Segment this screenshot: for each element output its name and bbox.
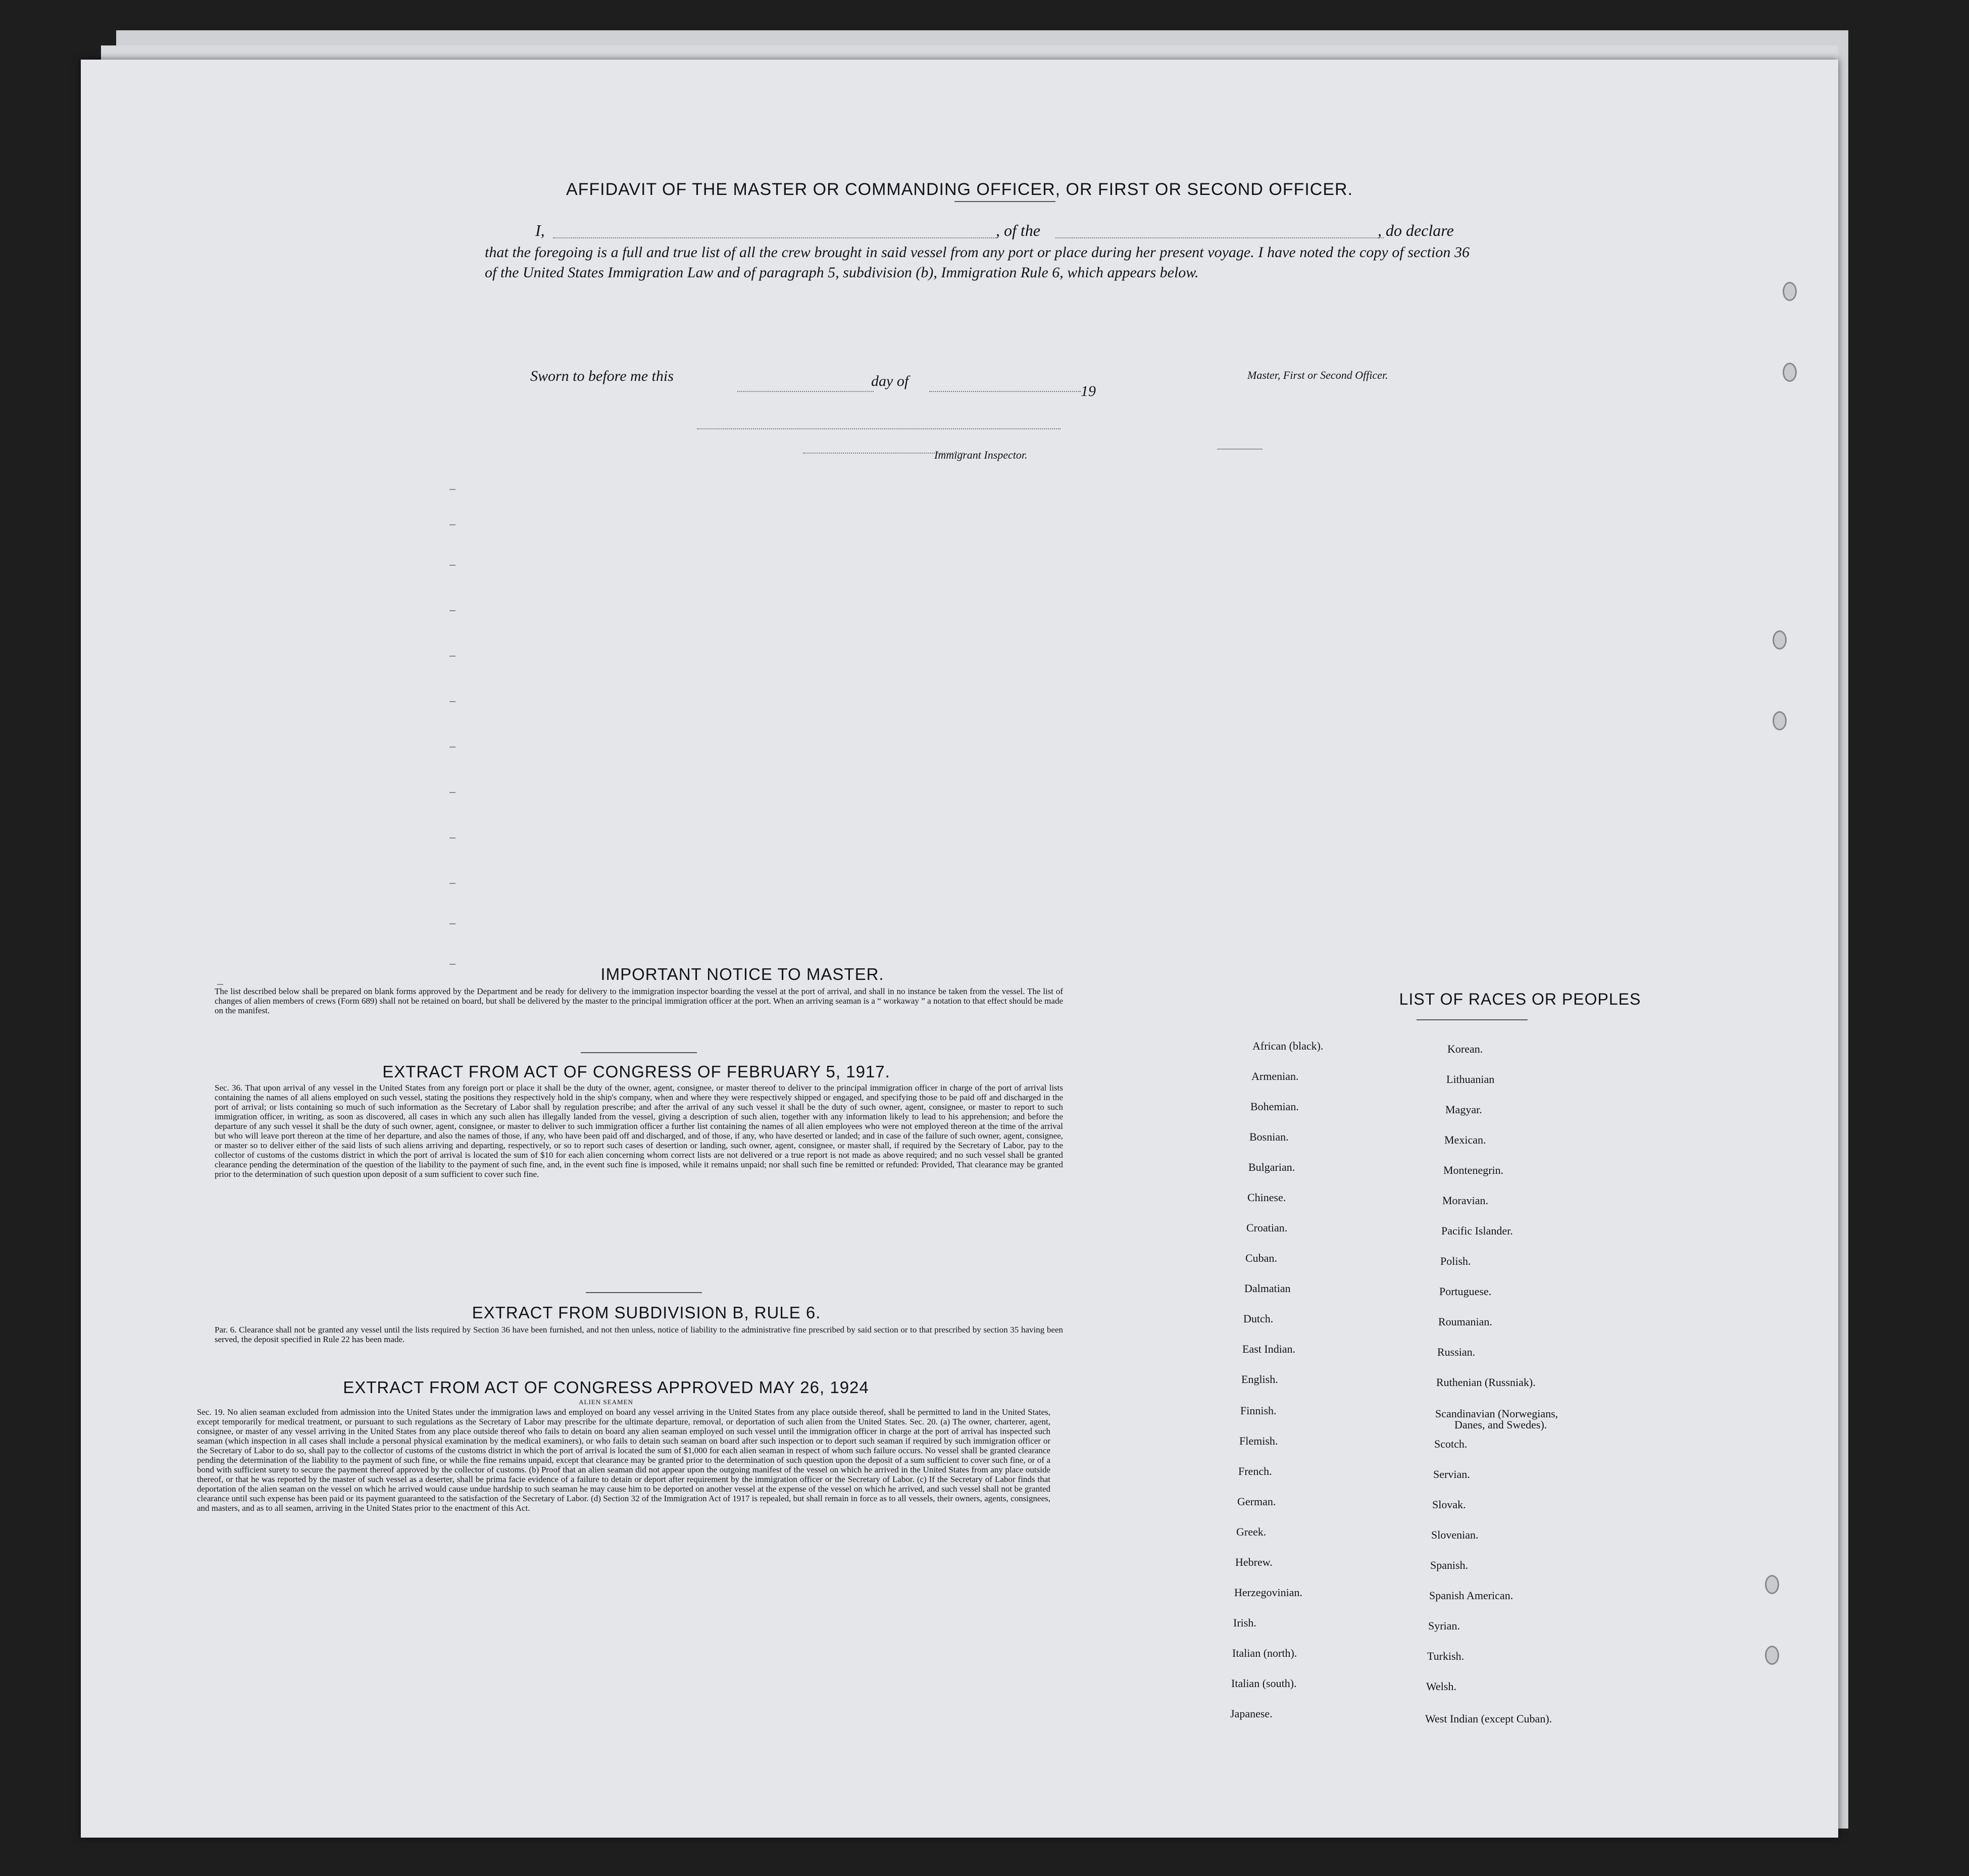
race-item: Croatian. <box>1246 1221 1288 1234</box>
form-page <box>81 60 1838 1838</box>
races-title: LIST OF RACES OR PEOPLES <box>1399 990 1641 1008</box>
extract-1924-body: Sec. 19. No alien seaman excluded from admission into the United States under the immigration laws and employed on board any vessel arriving in the United States from any place outside thereof, shall be permitted to land in the United States, except temporarily for medical treatment, or pursuant to such regulations as the Secretary of Labor may prescribe for the ultimate departure, removal, or deportation of such alien from the United States. Sec. 20. (a) The owner, charterer, agent, consignee, or master of any vessel arriving in the United States from any place outside thereof who fails to detain on board any alien seaman employed on such vessel until the immigration officer in charge at the port of arrival has inspected such seaman (which inspection in all cases shall include a personal physical examination by the medical examiners), or who fails to detain such seaman on board after such inspection or to deport such seaman if required by such immigration officer or the Secretary of Labor to do so, shall pay to the collector of customs of the customs district in which the port of arrival is located the sum of $1,000 for each alien seaman in respect of whom such failure occurs. No vessel shall be granted clearance pending the determination of the liability to the payment of such fine, or while the fine remains unpaid, except that clearance may be granted prior to the determination of such question upon the deposit of a sum sufficient to cover such fine, or of a bond with sufficient surety to secure the payment thereof approved by the collector of customs. (b) Proof that an alien seaman did not appear upon the outgoing manifest of the vessel on which he arrived in the United States from any place outside thereof, or that he was reported by the master of such vessel as a deserter, shall be prima facie evidence of a failure to detain or deport after requirement by the immigration officer or the Secretary of Labor. (c) If the Secretary of Labor finds that deportation of the alien seaman on the vessel on which he arrived would cause undue hardship to such seaman he may cause him to be deported on another vessel at the expense of the vessel on which he arrived, and such vessel shall not be granted clearance until such expense has been paid or its payment guaranteed to the satisfaction of the Secretary of Labor. (d) Section 32 of the Immigration Act of 1917 is repealed, but shall remain in force as to all vessels, their owners, agents, consignees, and masters, and as to all seamen, arriving in the United States prior to the enactment of this Act. <box>197 1407 1050 1513</box>
vessel-blank[interactable] <box>1055 237 1384 238</box>
race-item: Dutch. <box>1243 1312 1274 1325</box>
margin-tick <box>449 701 456 702</box>
divider <box>581 1052 697 1053</box>
race-item: Welsh. <box>1426 1680 1456 1693</box>
race-item: Mexican. <box>1444 1133 1486 1146</box>
race-item: Korean. <box>1447 1043 1483 1055</box>
binder-hole <box>1765 1575 1779 1594</box>
race-item: West Indian (except Cuban). <box>1425 1712 1552 1725</box>
margin-tick <box>449 524 456 525</box>
binder-hole <box>1773 630 1787 650</box>
margin-tick <box>449 610 456 611</box>
race-item: Magyar. <box>1445 1103 1482 1116</box>
margin-tick <box>449 883 456 884</box>
title-underline <box>954 201 1055 202</box>
race-item: Syrian. <box>1428 1619 1460 1632</box>
extract-1924-title: EXTRACT FROM ACT OF CONGRESS APPROVED MAY 26, 1924 <box>343 1378 869 1397</box>
race-item: Ruthenian (Russniak). <box>1436 1376 1536 1389</box>
race-item: Finnish. <box>1240 1404 1277 1417</box>
inspector-label: Immigrant Inspector. <box>934 449 1028 461</box>
race-item: Bulgarian. <box>1248 1161 1295 1173</box>
affidavit-statement: that the foregoing is a full and true list of all the crew brought in said vessel from any port or place during her present voyage. I have noted the copy of section 36 of the United States Immigration Law and of paragraph 5, subdivision (b), Immigration Rule 6, which appears below. <box>485 244 1470 281</box>
margin-tick <box>449 837 456 838</box>
race-item: German. <box>1237 1495 1276 1508</box>
subdivision-b-body: Par. 6. Clearance shall not be granted any vessel until the lists required by Section 36 have been furnished, and not then unless, notice of liability to the administrative fine prescribed by said section or to that prescribed by section 35 having been served, the deposit specified in Rule 22 has been made. <box>215 1325 1063 1344</box>
races-underline <box>1417 1019 1528 1020</box>
day-blank[interactable] <box>737 391 874 392</box>
race-item: English. <box>1241 1373 1278 1386</box>
race-item: Chinese. <box>1247 1191 1286 1204</box>
name-blank[interactable] <box>553 237 997 238</box>
binder-hole <box>1783 282 1797 301</box>
race-item: Lithuanian <box>1446 1073 1495 1085</box>
affidavit-declare: , do declare <box>1378 221 1454 239</box>
race-item: French. <box>1238 1465 1272 1477</box>
race-item: Scotch. <box>1434 1438 1468 1450</box>
inspector-signature-line[interactable] <box>697 428 1061 429</box>
race-item: Polish. <box>1440 1255 1471 1267</box>
race-item: East Indian. <box>1242 1343 1296 1355</box>
race-item: Moravian. <box>1442 1194 1489 1207</box>
margin-tick <box>449 747 456 748</box>
affidavit-i: I, <box>535 221 545 239</box>
race-item: Greek. <box>1236 1525 1267 1538</box>
race-item: Italian (north). <box>1232 1647 1297 1659</box>
race-item: Bosnian. <box>1249 1130 1289 1143</box>
race-item: Japanese. <box>1230 1707 1273 1720</box>
year-text: 19 <box>1081 383 1096 400</box>
binder-hole <box>1773 711 1787 730</box>
day-of-text: day of <box>871 373 909 389</box>
divider <box>586 1292 702 1293</box>
margin-tick <box>449 923 456 924</box>
race-item: Turkish. <box>1427 1650 1465 1662</box>
race-item: Servian. <box>1433 1468 1470 1480</box>
extract-1917-title: EXTRACT FROM ACT OF CONGRESS OF FEBRUARY 5, 1917. <box>382 1062 890 1081</box>
race-item: Slovak. <box>1432 1498 1466 1511</box>
race-item: Montenegrin. <box>1443 1164 1504 1176</box>
master-signature-label: Master, First or Second Officer. <box>1247 369 1388 381</box>
margin-tick <box>449 489 456 490</box>
race-item: African (black). <box>1252 1040 1324 1052</box>
alien-seamen-subtitle: ALIEN SEAMEN <box>579 1398 633 1406</box>
race-item: Portuguese. <box>1439 1285 1492 1298</box>
race-item: Irish. <box>1233 1616 1256 1629</box>
race-item: Danes, and Swedes). <box>1454 1418 1547 1431</box>
race-item: Spanish. <box>1430 1559 1469 1571</box>
race-item: Spanish American. <box>1429 1589 1513 1602</box>
race-item: Bohemian. <box>1250 1100 1299 1113</box>
subdivision-b-title: EXTRACT FROM SUBDIVISION B, RULE 6. <box>472 1303 821 1322</box>
race-item: Flemish. <box>1239 1435 1278 1447</box>
short-dash <box>1217 449 1263 450</box>
extract-1917-body: Sec. 36. That upon arrival of any vessel in the United States from any foreign port or place it shall be the duty of the owner, agent, consignee, or master thereof to deliver to the principal immigration officer in charge of the port of arrival lists containing the names of all aliens employed on such vessel, stating the positions they respectively hold in the ship's company, when and where they were respectively shipped or engaged, and specifying those to be paid off and discharged in the port of arrival; or lists containing so much of such information as the Secretary of Labor shall by regulation prescribe; and after the arrival of any such vessel it shall be the duty of such owner, agent, consignee, or master to report to such immigration officer, in writing, as soon as discovered, all cases in which any such alien has illegally landed from the vessel, giving a description of such alien, together with any information likely to lead to his apprehension; and before the departure of any such vessel it shall be the duty of such owner, agent, consignee, or master to deliver to such immigration officer a further list containing the names of all alien employees who were not employed thereon at the time of the arrival but who will leave port thereon at the time of her departure, and also the names of those, if any, who have been paid off and discharged, and of those, if any, who have deserted or landed; and in case of the failure of such owner, agent, consignee, or master so to deliver either of the said lists of such aliens arriving and departing, respectively, or so to report such cases of desertion or landing, such owner, agent, consignee, or master shall, if required by the Secretary of Labor, pay to the collector of customs of the customs district in which the port of arrival is located the sum of $10 for each alien concerning whom correct lists are not delivered or a true report is not made as above required; and no such vessel shall be granted clearance pending the determination of the question of the liability to the payment of such fine, and, in the event such fine is imposed, while it remains unpaid; nor shall such fine be remitted or refunded: Provided, That clearance may be granted prior to the determination of such question upon deposit of a sum sufficient to cover such fine. <box>215 1083 1063 1179</box>
affidavit-title: AFFIDAVIT OF THE MASTER OR COMMANDING OFFICER, OR FIRST OR SECOND OFFICER. <box>566 180 1353 199</box>
binder-hole <box>1783 363 1797 382</box>
margin-tick <box>449 565 456 566</box>
race-item: Dalmatian <box>1244 1282 1291 1295</box>
month-blank[interactable] <box>929 391 1081 392</box>
race-item: Herzegovinian. <box>1234 1586 1302 1599</box>
race-item: Russian. <box>1437 1346 1476 1358</box>
race-item: Slovenian. <box>1431 1528 1479 1541</box>
race-item: Scandinavian (Norwegians, <box>1435 1407 1558 1420</box>
race-item: Hebrew. <box>1235 1556 1273 1568</box>
notice-title: IMPORTANT NOTICE TO MASTER. <box>600 965 884 983</box>
race-item: Armenian. <box>1251 1070 1299 1082</box>
race-item: Roumanian. <box>1438 1315 1492 1328</box>
affidavit-of-the: , of the <box>996 221 1040 239</box>
race-item: Pacific Islander. <box>1441 1224 1513 1237</box>
margin-tick <box>217 984 223 985</box>
margin-tick <box>449 656 456 657</box>
notice-body: The list described below shall be prepared on blank forms approved by the Department and be ready for delivery to the immigration inspector boarding the vessel at the port of arrival, and shall in no instance be taken from the vessel. The list of changes of alien members of crews (Form 689) shall not be retained on board, but shall be delivered by the master to the principal immigration officer at the port. When an arriving seaman is a “ workaway ” a notation to that effect should be made on the manifest. <box>215 986 1063 1015</box>
margin-tick <box>449 792 456 793</box>
race-item: Cuban. <box>1245 1252 1277 1264</box>
binder-hole <box>1765 1646 1779 1665</box>
sworn-text: Sworn to before me this <box>530 368 674 384</box>
race-item: Italian (south). <box>1231 1677 1297 1690</box>
